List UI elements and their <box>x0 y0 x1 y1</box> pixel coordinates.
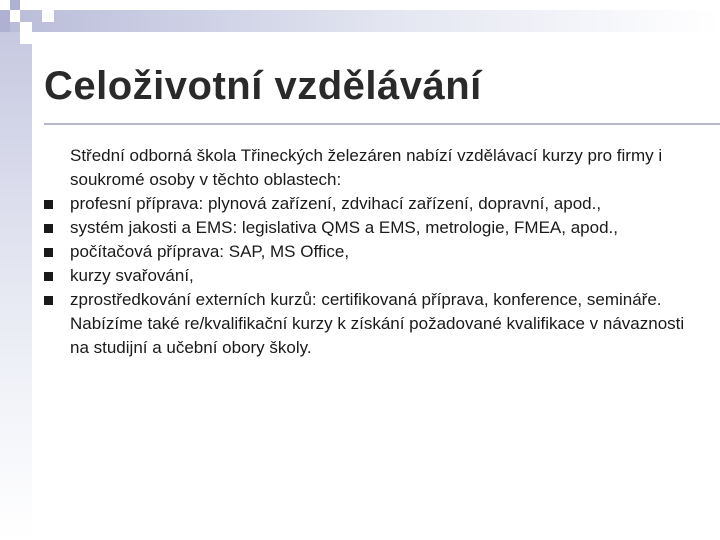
bullet-square-icon <box>44 296 53 305</box>
decor-square <box>20 22 32 32</box>
side-band <box>0 32 32 540</box>
bullet-square-icon <box>44 224 53 233</box>
decor-square <box>0 0 10 10</box>
decor-square <box>10 0 20 10</box>
title-divider <box>44 123 720 125</box>
slide-body <box>44 144 704 360</box>
decor-square <box>10 10 20 22</box>
list-item <box>44 192 704 216</box>
bullet-list <box>44 192 704 312</box>
list-item-text: systém jakosti a EMS: legislativa QMS a EMS, metrologie, FMEA, apod., <box>70 218 618 237</box>
list-item-text: profesní příprava: plynová zařízení, zdvihací zařízení, dopravní, apod., <box>70 194 602 213</box>
decor-square <box>20 32 32 44</box>
closing-paragraph: Nabízíme také re/kvalifikační kurzy k získání požadované kvalifikace v návaznosti na studijní a učební obory školy. <box>70 314 685 357</box>
decor-square <box>32 0 42 10</box>
list-item-text: počítačová příprava: SAP, MS Office, <box>70 242 350 261</box>
decor-square <box>20 0 32 10</box>
bullet-square-icon <box>44 200 53 209</box>
bullet-square-icon <box>44 272 53 281</box>
list-item <box>44 288 704 312</box>
list-item <box>44 240 704 264</box>
list-item <box>44 216 704 240</box>
slide-title: Celoživotní vzdělávání <box>44 64 482 108</box>
intro-paragraph: Střední odborná škola Třineckých železáren nabízí vzdělávací kurzy pro firmy i soukromé osoby v těchto oblastech: <box>70 146 663 189</box>
list-item-text: kurzy svařování, <box>70 266 194 285</box>
bullet-square-icon <box>44 248 53 257</box>
list-item-text: zprostředkování externích kurzů: certifikovaná příprava, konference, semináře. <box>70 290 662 309</box>
decor-square <box>42 10 54 22</box>
header-band <box>0 10 720 32</box>
decor-square <box>0 10 10 32</box>
list-item <box>44 264 704 288</box>
